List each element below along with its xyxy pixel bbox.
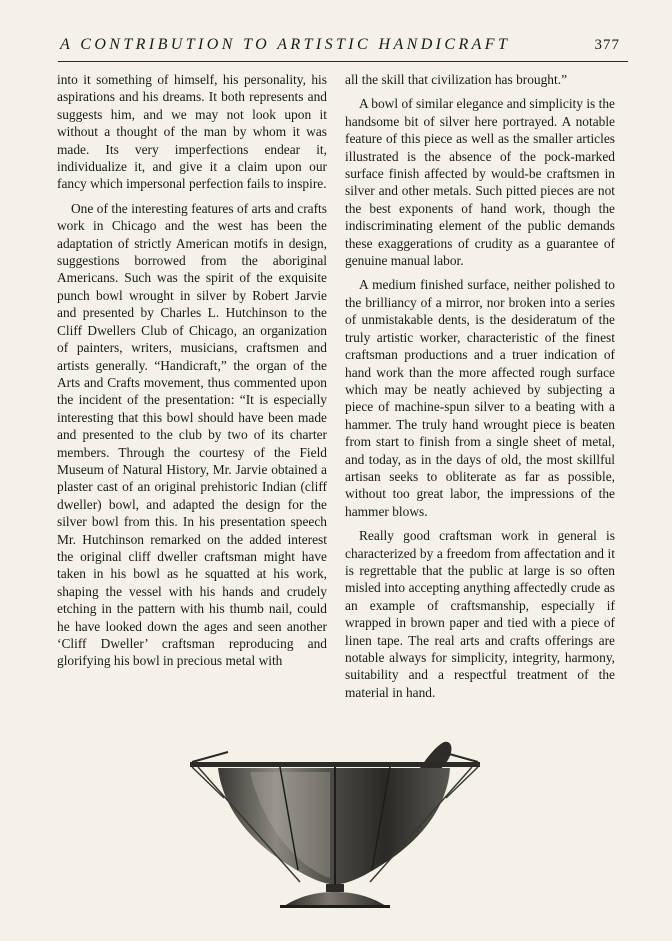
running-header: [60, 36, 620, 60]
paragraph: all the skill that civilization has brought.”: [345, 72, 568, 87]
paragraph: into it something of himself, his personality, his aspirations and his dreams. It both represents and suggests him, and we may not look upon it without a thought of the man by whom it was made. Its very imperfections endear it, individualize it, and give it a claim upon our fancy which impersonal perfection fails to inspire.: [57, 72, 327, 192]
running-title: A CONTRIBUTION TO ARTISTIC HANDICRAFT: [60, 36, 511, 53]
silver-bowl-with-ladle-icon: [180, 740, 490, 910]
right-column: [345, 71, 615, 701]
paragraph: One of the interesting features of arts and crafts work in Chicago and the west has been the adaptation of strictly American motifs in design, suggestions borrowed from the aboriginal Americans. Such was the spirit of the exquisite punch bowl wrought in silver by Robert Jarvie and presented by Charles L. Hutchinson to the Cliff Dwellers Club of Chicago, an organization of painters, writers, musicians, craftsmen and artists generally. “Handicraft,” the organ of the Arts and Crafts movement, thus commented upon the incident of the presentation: “It is especially interesting that this bowl should have been made and presented to the club by two of its charter members. Through the courtesy of the Field Museum of Natural History, Mr. Jarvie obtained a plaster cast of an original prehistoric Indian (cliff dweller) bowl, and adapted the design for the silver bowl from this. In his presentation speech Mr. Hutchinson remarked on the added interest the original cliff dweller craftsman might have taken in his bowl as he squatted at his work, shaping the vessel with his hands and crudely etching in the pattern with his thumb nail, could he have looked down the ages and seen another ‘Cliff Dweller’ craftsman reproducing and glorifying his bowl in precious metal with: [57, 200, 327, 669]
page-number: 377: [594, 37, 620, 53]
left-column: [57, 71, 327, 670]
bowl-figure: [180, 740, 490, 910]
paragraph: Really good craftsman work in general is characterized by a freedom from affectation and it is regrettable that the public at large is so often misled into accepting anything affectedly crude as an example of craftsmanship, especially if wrapped in brown paper and tied with a piece of linen tape. The real arts and crafts offerings are notable always for simplicity, integrity, harmony, suitability and a respectful treatment of the material in hand.: [345, 528, 615, 700]
header-rule: [58, 61, 628, 62]
paragraph: A bowl of similar elegance and simplicity is the handsome bit of silver here portrayed. A notable feature of this piece as well as the smaller articles illustrated is the absence of the pock-marked surface finish affected by would-be craftsmen in silver and other metals. Such pitted pieces are not the best exponents of hand work, though the indiscriminating element of the public demands these exaggerations of crudity as a guarantee of genuine manual labor.: [345, 96, 615, 269]
paragraph: A medium finished surface, neither polished to the brilliancy of a mirror, nor broken into a series of unmistakable dents, is the desideratum of the truly artistic worker, characteristic of the finest craftsman productions and a truer indication of hand work than the more affected rough surface which may be neatly achieved by subjecting a piece of machine-spun silver to a beating with a hammer. The truly hand wrought piece is beaten from start to finish from a single sheet of metal, and today, as in the days of old, the most skillful artisan seeks to obliterate as far as possible, without too great labor, the impressions of the hammer blows.: [345, 277, 615, 519]
